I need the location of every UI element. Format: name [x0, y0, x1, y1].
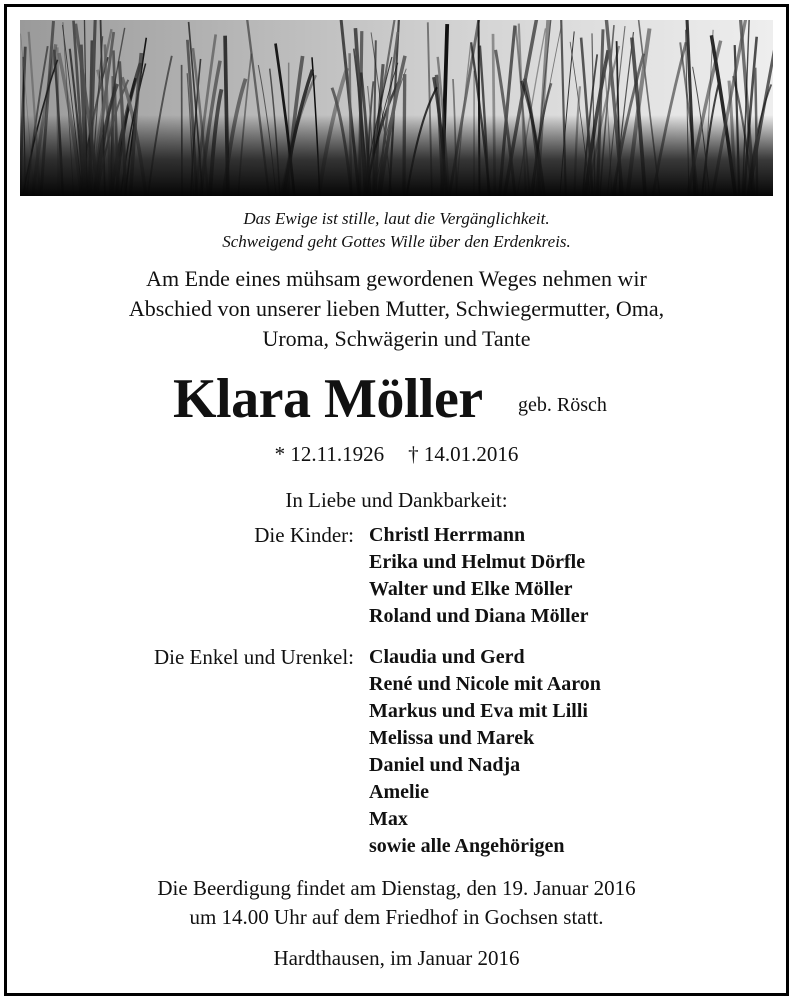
motto-line-1: Das Ewige ist stille, laut die Vergänglichkeit. [243, 209, 550, 228]
obituary-frame [4, 4, 789, 996]
grandchildren-label: Die Enkel und Urenkel: [153, 645, 354, 669]
funeral-line-1: Die Beerdigung findet am Dienstag, den 19. Januar 2016 [157, 876, 636, 900]
children-group [7, 522, 786, 630]
grandchild-name: Daniel und Nadja [369, 754, 521, 776]
child-name: Christl Herrmann [369, 524, 526, 546]
grandchild-name: Claudia und Gerd [369, 646, 525, 668]
grass-photo [20, 20, 773, 196]
birth-name: geb. Rösch [518, 394, 607, 416]
place-date: Hardthausen, im Januar 2016 [273, 946, 520, 970]
funeral-line-2: um 14.00 Uhr auf dem Friedhof in Gochsen statt. [189, 905, 604, 929]
grandchildren-names [369, 644, 786, 860]
child-name: Walter und Elke Möller [369, 578, 573, 600]
motto [7, 207, 786, 253]
motto-line-2: Schweigend geht Gottes Wille über den Erdenkreis. [222, 232, 571, 251]
funeral-notice [7, 874, 786, 932]
intro-line-2: Abschied von unserer lieben Mutter, Schwiegermutter, Oma, [128, 296, 665, 321]
grandchild-name: Melissa und Marek [369, 727, 535, 749]
name-row [7, 368, 786, 432]
obituary-text [7, 207, 786, 972]
children-names [369, 522, 786, 630]
birth-date: * 12.11.1926 [274, 442, 385, 466]
children-label: Die Kinder: [254, 523, 354, 547]
thanks-line: In Liebe und Dankbarkeit: [285, 488, 508, 512]
grandchild-name: Markus und Eva mit Lilli [369, 700, 588, 722]
intro [7, 264, 786, 354]
death-date: † 14.01.2016 [408, 442, 519, 466]
child-name: Erika und Helmut Dörfle [369, 551, 586, 573]
grass-image [20, 20, 773, 196]
grandchild-name: Max [369, 808, 408, 830]
grandchildren-group [7, 644, 786, 860]
child-name: Roland und Diana Möller [369, 605, 589, 627]
intro-line-3: Uroma, Schwägerin und Tante [262, 326, 531, 351]
grandchild-name: René und Nicole mit Aaron [369, 673, 601, 695]
intro-line-1: Am Ende eines mühsam gewordenen Weges nehmen wir [146, 266, 647, 291]
grandchild-name: sowie alle Angehörigen [369, 835, 565, 857]
life-dates [7, 440, 786, 468]
deceased-name: Klara Möller [173, 368, 483, 430]
grandchild-name: Amelie [369, 781, 429, 803]
